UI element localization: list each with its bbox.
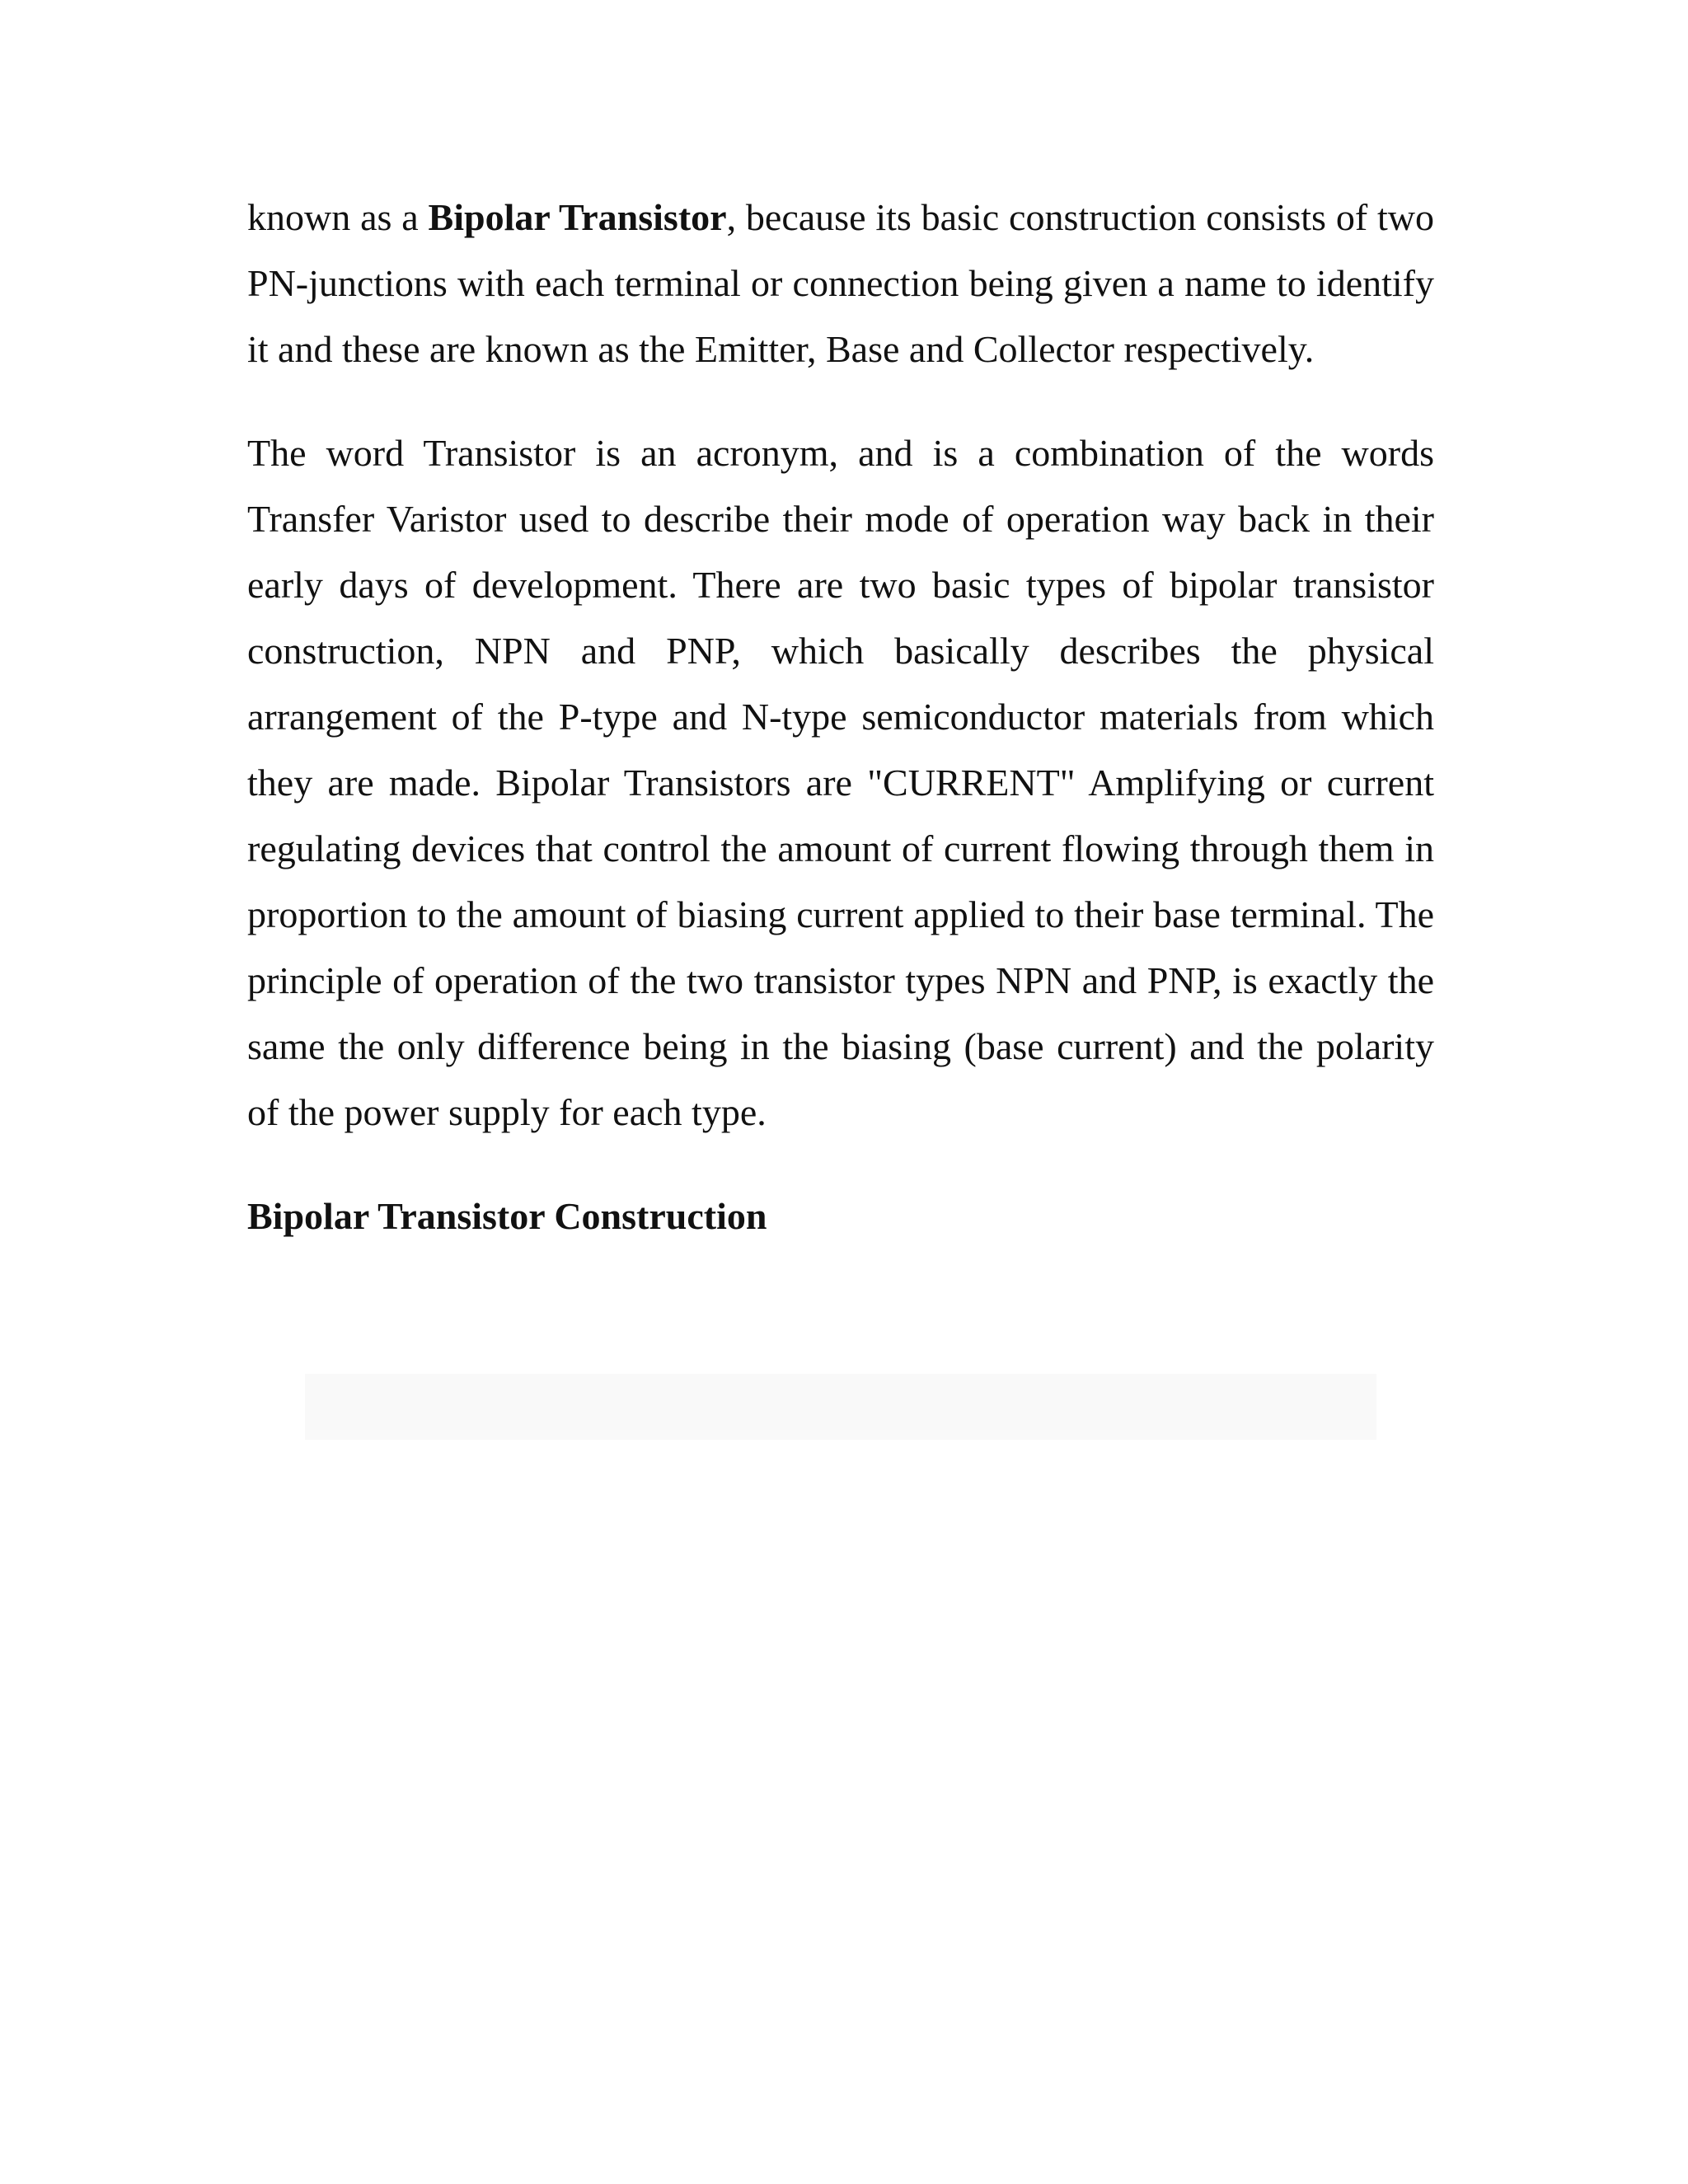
bipolar-transistor-term: Bipolar Transistor	[428, 196, 727, 238]
paragraph-1-suffix: , because its basic construction consists of two PN-junctions with each terminal or connection being given a name to identify it and these are known as the Emitter, Base and Collector respectively.	[247, 196, 1434, 370]
section-heading: Bipolar Transistor Construction	[247, 1195, 767, 1237]
paragraph-1-prefix: known as a	[247, 196, 429, 238]
paragraph-bipolar-intro	[247, 185, 1434, 382]
paragraph-transistor-description: The word Transistor is an acronym, and is a combination of the words Transfer Varistor used to describe their mode of operation way back in their early days of development. There are two basic types of bipolar transistor construction, NPN and PNP, which basically describes the physical arrangement of the P-type and N-type semiconductor materials from which they are made. Bipolar Transistors are "CURRENT" Amplifying or current regulating devices that control the amount of current flowing through them in proportion to the amount of biasing current applied to their base terminal. The principle of operation of the two transistor types NPN and PNP, is exactly the same the only difference being in the biasing (base current) and the polarity of the power supply for each type.	[247, 432, 1434, 1133]
figure-placeholder	[305, 1374, 1376, 1440]
document-body	[247, 185, 1434, 1249]
